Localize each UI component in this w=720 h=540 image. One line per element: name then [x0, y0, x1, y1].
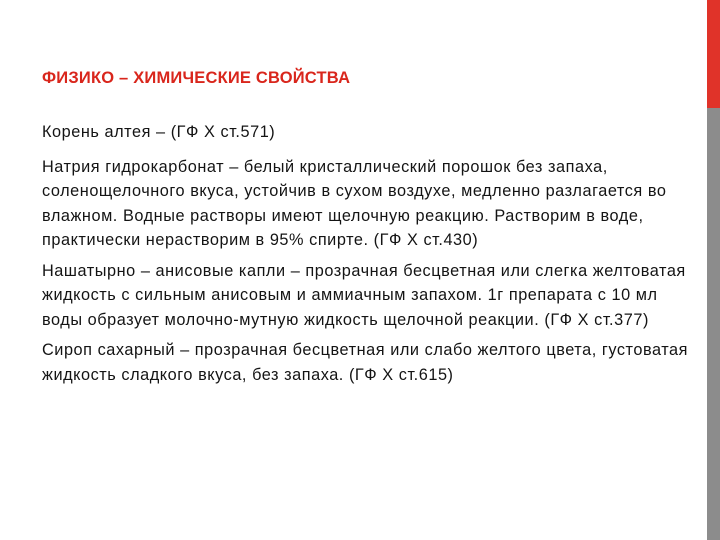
paragraph-sodium-bicarbonate: Натрия гидрокарбонат – белый кристаллический порошок без запаха, соленощелочного вкуса, устойчив в сухом воздухе, медленно разлагается во влажном. Водные растворы имеют щелочную реакцию. Растворим в воде, практически нерастворим в 95% спирте. (ГФ X ст.430)	[42, 157, 667, 249]
paragraph-sugar-syrup: Сироп сахарный – прозрачная бесцветная или слабо желтого цвета, густоватая жидкость сладкого вкуса, без запаха. (ГФ X ст.615)	[42, 341, 689, 384]
accent-bar-red	[707, 0, 720, 108]
accent-bar-grey	[707, 108, 720, 540]
paragraph-althaea-root: Корень алтея – (ГФ X ст.571)	[42, 123, 276, 141]
slide-body	[42, 120, 697, 393]
slide-title: ФИЗИКО – ХИМИЧЕСКИЕ СВОЙСТВА	[42, 69, 351, 87]
paragraph-ammonia-anise-drops: Нашатырно – анисовые капли – прозрачная бесцветная или слегка желтоватая жидкость с сильным анисовым и аммиачным запахом. 1г препарата с 10 мл воды образует молочно-мутную жидкость щелочной реакции. (ГФ X ст.377)	[42, 261, 686, 329]
